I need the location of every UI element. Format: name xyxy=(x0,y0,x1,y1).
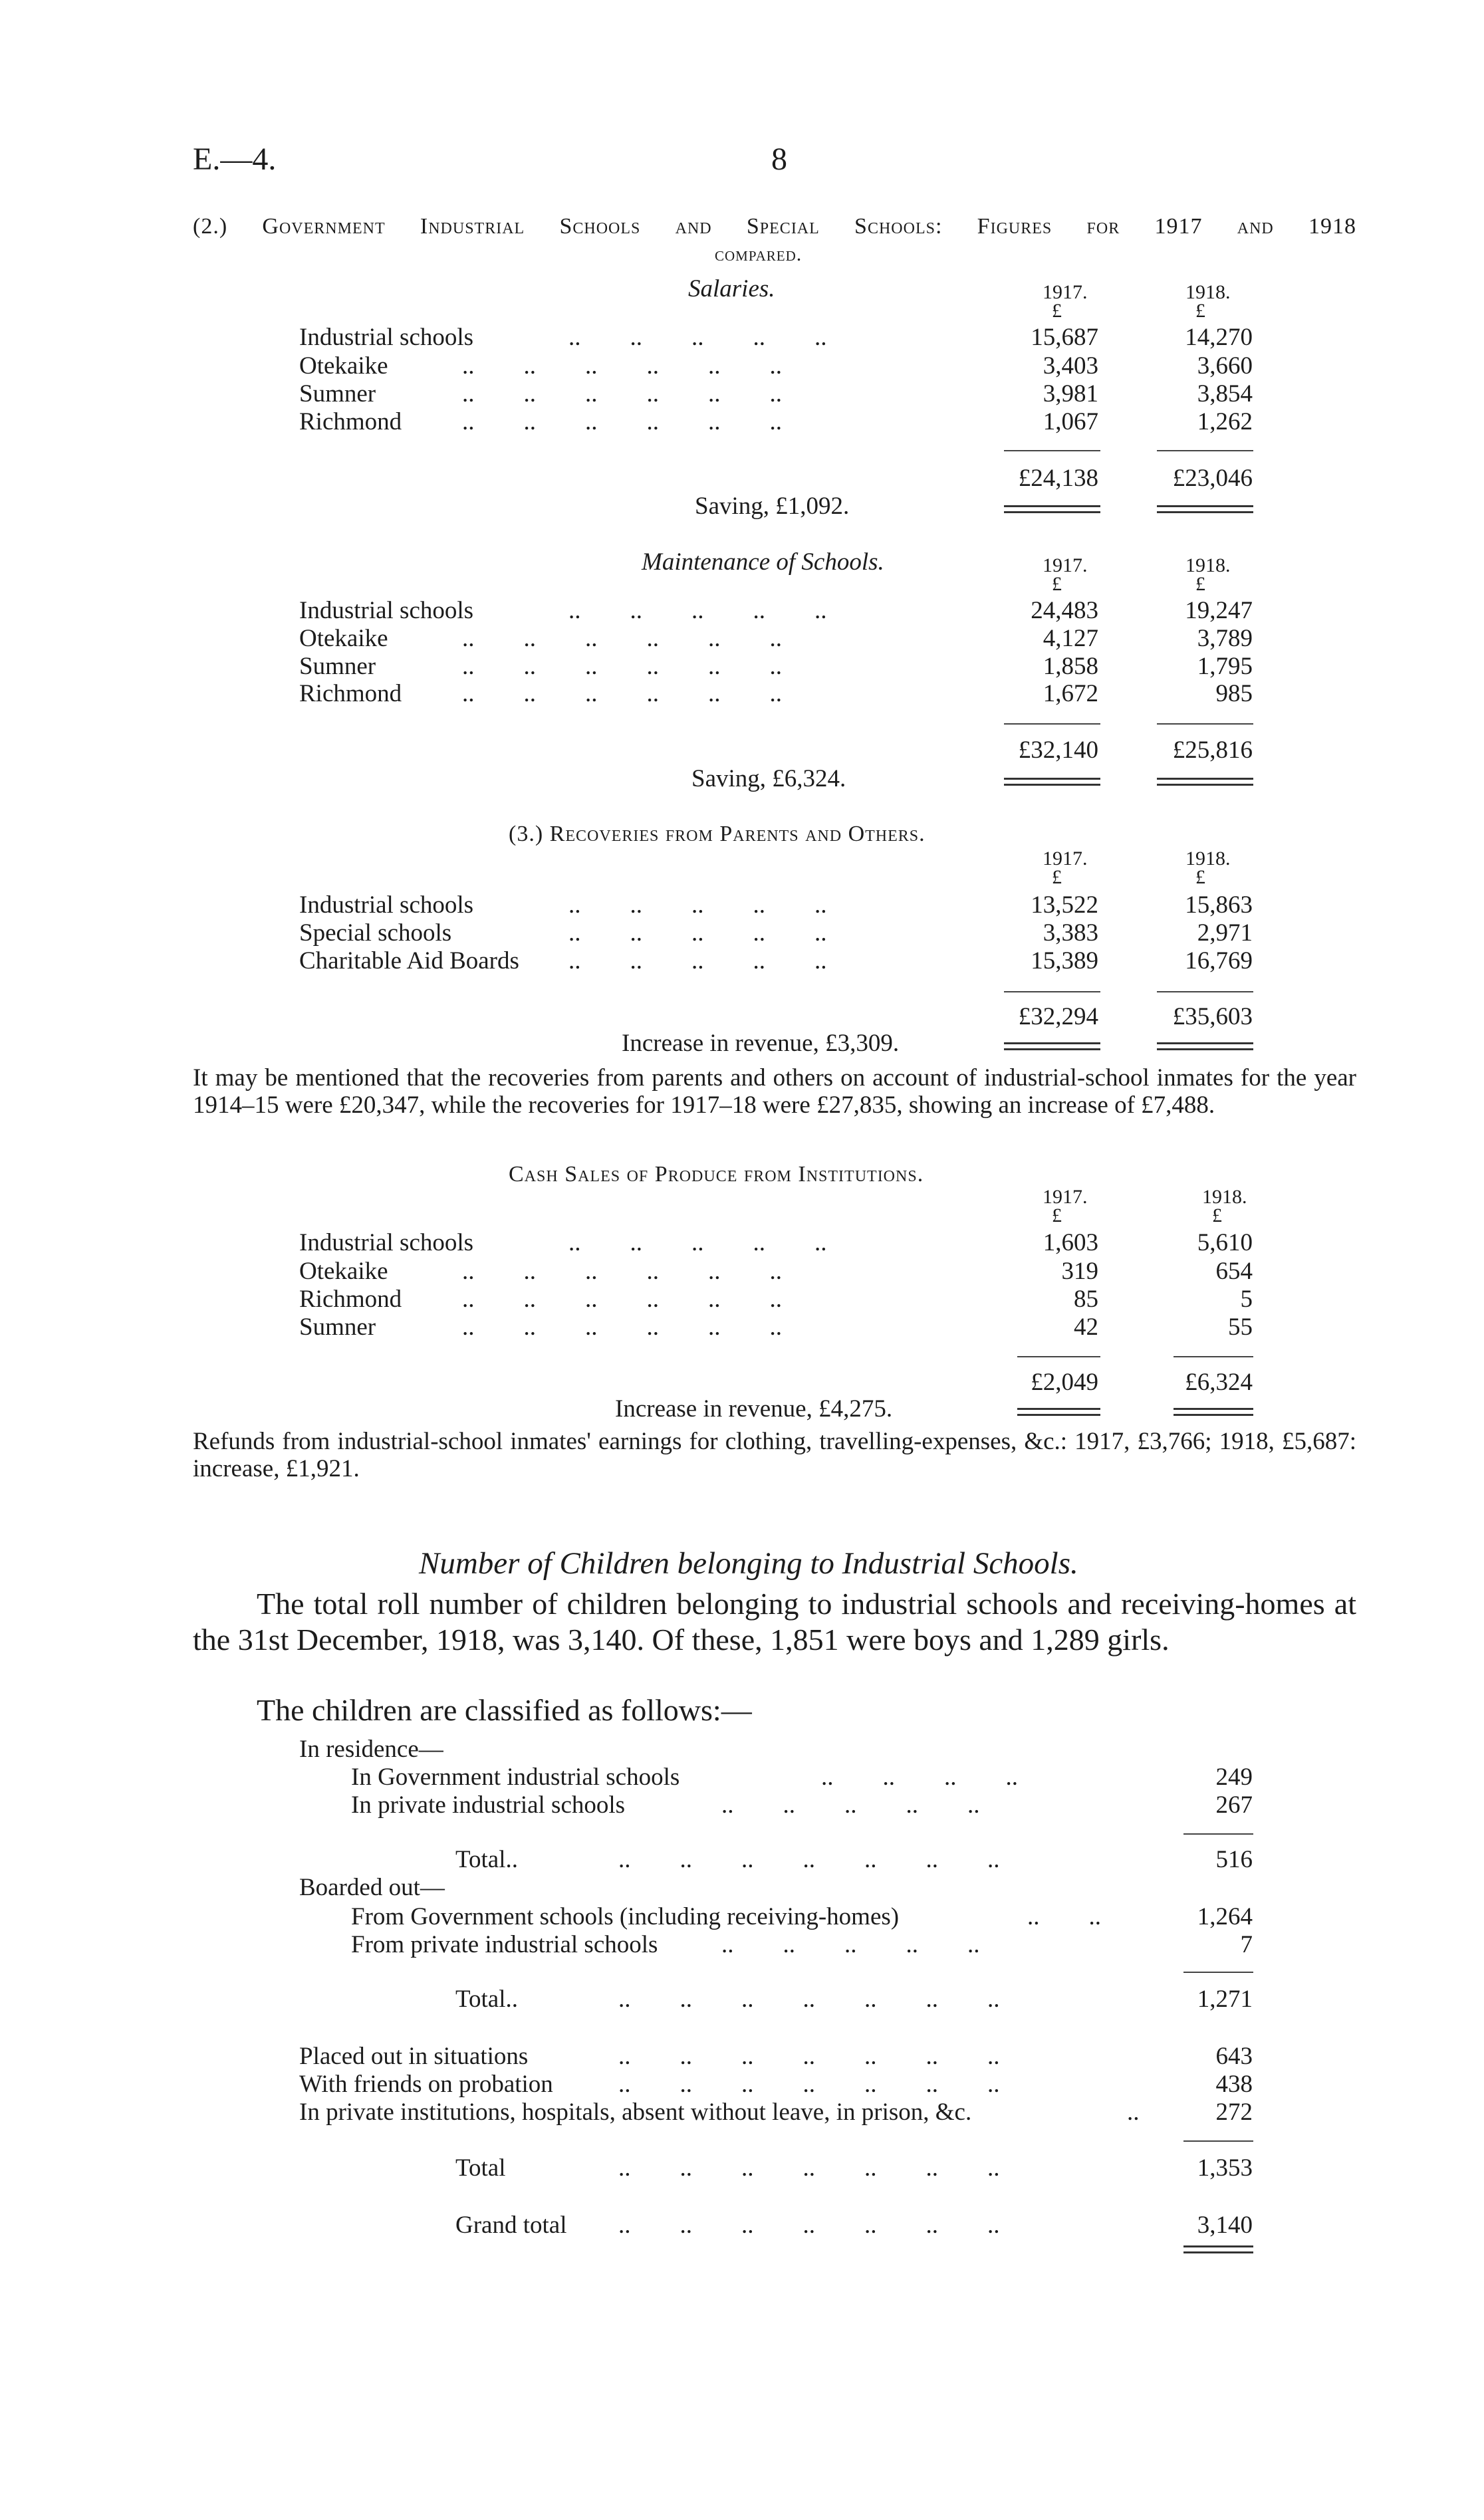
value-1917: 15,389 xyxy=(1031,947,1098,974)
section3-title: (3.) Recoveries from Parents and Others. xyxy=(509,822,926,846)
row-label: In private institutions, hospitals, absent without leave, in prison, &c. xyxy=(299,2099,972,2126)
salaries-year-1918: 1918. xyxy=(1185,281,1231,303)
row-label: Otekaike xyxy=(299,1258,388,1285)
row-label: Otekaike xyxy=(299,352,388,380)
total-1918: £6,324 xyxy=(1185,1369,1253,1396)
value-1917: 3,981 xyxy=(1043,380,1098,407)
salaries-saving: Saving, £1,092. xyxy=(695,493,850,520)
value-1917: 3,403 xyxy=(1043,352,1098,380)
value-1917: 42 xyxy=(1074,1314,1098,1341)
row-label: In Government industrial schools xyxy=(351,1764,680,1791)
maintenance-year-1917: 1917. xyxy=(1043,554,1088,576)
list-item: In Government industrial schools .. .. .. .. 249 xyxy=(351,1764,1253,1791)
cash-sales-title: Cash Sales of Produce from Institutions. xyxy=(509,1162,924,1187)
table-row: Richmond .. .. .. .. .. .. 85 5 xyxy=(299,1286,1253,1313)
double-rule xyxy=(1157,505,1253,513)
value-1917: 1,067 xyxy=(1043,408,1098,435)
page-number: 8 xyxy=(771,142,787,177)
table-row: Richmond .. .. .. .. .. .. 1,067 1,262 xyxy=(299,408,1253,435)
maintenance-unit-1918: £ xyxy=(1195,573,1205,595)
list-item: With friends on probation .. .. .. .. .. .. .. 438 xyxy=(299,2071,1253,2098)
double-rule xyxy=(1157,778,1253,786)
row-value: 1,264 xyxy=(1197,1903,1253,1930)
total-1918: £35,603 xyxy=(1172,1003,1253,1030)
value-1918: 5,610 xyxy=(1197,1229,1253,1256)
row-label: Total.. xyxy=(455,1846,518,1873)
value-1918: 19,247 xyxy=(1185,597,1253,624)
row-value: 249 xyxy=(1215,1764,1253,1791)
recoveries-paragraph: It may be mentioned that the recoveries from parents and others on account of industrial-school inmates for the year 1914–15 were £20,347, while the recoveries for 1917–18 were £27,835, showing an increase of £7,488. xyxy=(193,1064,1356,1119)
total-row: Total.. .. .. .. .. .. .. .. 1,271 xyxy=(455,1986,1253,2013)
refunds-paragraph: Refunds from industrial-school inmates' earnings for clothing, travelling-expenses, &c.: 1917, £3,766; 1918, £5,687: increase, £1,921. xyxy=(193,1428,1356,1482)
row-value: 267 xyxy=(1215,1791,1253,1819)
salaries-heading: Salaries. xyxy=(688,275,775,302)
value-1918: 985 xyxy=(1215,680,1253,707)
table-row: Sumner .. .. .. .. .. .. 42 55 xyxy=(299,1314,1253,1341)
table-row: Otekaike .. .. .. .. .. .. 4,127 3,789 xyxy=(299,625,1253,652)
double-rule xyxy=(1004,505,1100,513)
row-label: Otekaike xyxy=(299,625,388,652)
value-1918: 16,769 xyxy=(1185,947,1253,974)
total-1918: £25,816 xyxy=(1172,737,1253,764)
salaries-year-1917: 1917. xyxy=(1043,281,1088,303)
section3-unit-1917: £ xyxy=(1052,866,1062,888)
total-1917: £24,138 xyxy=(1018,465,1098,492)
row-value: 272 xyxy=(1215,2099,1253,2126)
value-1917: 4,127 xyxy=(1043,625,1098,652)
section3-year-1918: 1918. xyxy=(1185,848,1231,869)
table-row: Otekaike .. .. .. .. .. .. 319 654 xyxy=(299,1258,1253,1285)
rule xyxy=(1157,991,1253,992)
double-rule xyxy=(1183,2245,1253,2253)
row-value: 7 xyxy=(1240,1931,1253,1958)
row-value: 3,140 xyxy=(1197,2212,1253,2239)
cash-sales-year-1918: 1918. xyxy=(1202,1186,1247,1208)
row-value: 1,353 xyxy=(1197,2154,1253,2182)
cash-sales-increase: Increase in revenue, £4,275. xyxy=(615,1395,893,1423)
value-1918: 654 xyxy=(1215,1258,1253,1285)
value-1918: 1,262 xyxy=(1197,408,1253,435)
table-row: Sumner .. .. .. .. .. .. 1,858 1,795 xyxy=(299,653,1253,680)
table-row: Industrial schools .. .. .. .. .. 24,483 19,247 xyxy=(299,597,1253,624)
double-rule xyxy=(1004,1042,1100,1050)
row-label: From private industrial schools xyxy=(351,1931,658,1958)
value-1917: 1,672 xyxy=(1043,680,1098,707)
row-label: Total.. xyxy=(455,1986,518,2013)
value-1917: 3,383 xyxy=(1043,919,1098,947)
value-1918: 3,660 xyxy=(1197,352,1253,380)
section3-year-1917: 1917. xyxy=(1043,848,1088,869)
row-value: 516 xyxy=(1215,1846,1253,1873)
list-item: In private institutions, hospitals, absent without leave, in prison, &c. .. 272 xyxy=(299,2099,1253,2126)
value-1918: 1,795 xyxy=(1197,653,1253,680)
section2-title: (2.) Government Industrial Schools and Special Schools: Figures for 1917 and 1918 xyxy=(193,214,1356,239)
row-label: Richmond xyxy=(299,1286,402,1313)
total-1917: £2,049 xyxy=(1031,1369,1098,1396)
cash-sales-year-1917: 1917. xyxy=(1043,1186,1088,1208)
boarded-label: Boarded out— xyxy=(299,1874,445,1901)
row-label: From Government schools (including receiving-homes) xyxy=(351,1903,900,1930)
value-1918: 3,854 xyxy=(1197,380,1253,407)
report-code: E.—4. xyxy=(193,142,277,177)
total-row: Total.. .. .. .. .. .. .. .. 516 xyxy=(455,1846,1253,1873)
table-row: Industrial schools .. .. .. .. .. 15,687 14,270 xyxy=(299,324,1253,351)
row-label: In private industrial schools xyxy=(351,1791,626,1819)
table-row: Special schools .. .. .. .. .. 3,383 2,971 xyxy=(299,919,1253,947)
table-row: Richmond .. .. .. .. .. .. 1,672 985 xyxy=(299,680,1253,707)
cash-sales-unit-1917: £ xyxy=(1052,1204,1062,1226)
value-1918: 3,789 xyxy=(1197,625,1253,652)
total-row xyxy=(0,464,1484,493)
total-1917: £32,294 xyxy=(1018,1003,1098,1030)
total-row xyxy=(0,1002,1484,1032)
maintenance-heading: Maintenance of Schools. xyxy=(642,548,884,576)
row-label: Grand total xyxy=(455,2212,567,2239)
row-label: Industrial schools xyxy=(299,597,474,624)
salaries-unit-1918: £ xyxy=(1195,300,1205,322)
children-heading: Number of Children belonging to Industrial Schools. xyxy=(419,1546,1078,1581)
value-1917: 1,603 xyxy=(1043,1229,1098,1256)
row-label: Sumner xyxy=(299,1314,376,1341)
list-item: Placed out in situations .. .. .. .. .. .. .. 643 xyxy=(299,2043,1253,2070)
row-label: Richmond xyxy=(299,680,402,707)
table-row: Charitable Aid Boards .. .. .. .. .. 15,389 16,769 xyxy=(299,947,1253,974)
value-1917: 24,483 xyxy=(1031,597,1098,624)
maintenance-saving: Saving, £6,324. xyxy=(691,765,846,792)
total-row xyxy=(0,736,1484,765)
row-value: 438 xyxy=(1215,2071,1253,2098)
salaries-unit-1917: £ xyxy=(1052,300,1062,322)
section3-unit-1918: £ xyxy=(1195,866,1205,888)
value-1918: 55 xyxy=(1228,1314,1253,1341)
double-rule xyxy=(1157,1042,1253,1050)
row-label: Industrial schools xyxy=(299,891,474,919)
row-label: Total xyxy=(455,2154,506,2182)
row-label: Richmond xyxy=(299,408,402,435)
table-row: Otekaike .. .. .. .. .. .. 3,403 3,660 xyxy=(299,352,1253,380)
table-row: Industrial schools .. .. .. .. .. 13,522 15,863 xyxy=(299,891,1253,919)
grand-total-row: Grand total .. .. .. .. .. .. .. 3,140 xyxy=(455,2212,1253,2239)
total-1918: £23,046 xyxy=(1172,465,1253,492)
value-1917: 1,858 xyxy=(1043,653,1098,680)
row-label: Industrial schools xyxy=(299,1229,474,1256)
children-intro: The total roll number of children belonging to industrial schools and receiving-homes at the 31st December, 1918, was 3,140. Of these, 1,851 were boys and 1,289 girls. xyxy=(193,1587,1356,1657)
value-1917: 85 xyxy=(1074,1286,1098,1313)
rule xyxy=(1183,2140,1253,2142)
row-value: 1,271 xyxy=(1197,1986,1253,2013)
section2-title-line2: compared. xyxy=(715,243,803,265)
table-row: Industrial schools .. .. .. .. .. 1,603 5,610 xyxy=(299,1229,1253,1256)
rule xyxy=(1004,450,1100,451)
rule xyxy=(1183,1833,1253,1835)
rule xyxy=(1004,991,1100,992)
row-label: Special schools xyxy=(299,919,452,947)
row-label: Placed out in situations xyxy=(299,2043,529,2070)
list-item: From private industrial schools .. .. .. .. .. 7 xyxy=(351,1931,1253,1958)
value-1917: 319 xyxy=(1061,1258,1098,1285)
rule xyxy=(1174,1356,1253,1357)
total-1917: £32,140 xyxy=(1018,737,1098,764)
row-label: Sumner xyxy=(299,653,376,680)
double-rule xyxy=(1017,1408,1100,1416)
value-1918: 14,270 xyxy=(1185,324,1253,351)
total-row xyxy=(0,1368,1484,1397)
value-1917: 15,687 xyxy=(1031,324,1098,351)
row-label: Sumner xyxy=(299,380,376,407)
double-rule xyxy=(1174,1408,1253,1416)
table-row: Sumner .. .. .. .. .. .. 3,981 3,854 xyxy=(299,380,1253,407)
rule xyxy=(1157,450,1253,451)
double-rule xyxy=(1004,778,1100,786)
row-value: 643 xyxy=(1215,2043,1253,2070)
row-label: Industrial schools xyxy=(299,324,474,351)
rule xyxy=(1157,723,1253,725)
list-item: In private industrial schools .. .. .. .. .. 267 xyxy=(351,1791,1253,1819)
rule xyxy=(1183,1972,1253,1973)
rule xyxy=(1017,1356,1100,1357)
value-1918: 5 xyxy=(1240,1286,1253,1313)
maintenance-unit-1917: £ xyxy=(1052,573,1062,595)
value-1918: 2,971 xyxy=(1197,919,1253,947)
row-label: With friends on probation xyxy=(299,2071,553,2098)
cash-sales-unit-1918: £ xyxy=(1212,1204,1222,1226)
value-1918: 15,863 xyxy=(1185,891,1253,919)
rule xyxy=(1004,723,1100,725)
total-row: Total .. .. .. .. .. .. .. 1,353 xyxy=(455,2154,1253,2182)
row-label: Charitable Aid Boards xyxy=(299,947,519,974)
list-item: From Government schools (including receiving-homes) .. .. 1,264 xyxy=(351,1903,1253,1930)
maintenance-year-1918: 1918. xyxy=(1185,554,1231,576)
section3-increase: Increase in revenue, £3,309. xyxy=(622,1030,900,1057)
children-classified: The children are classified as follows:— xyxy=(257,1693,752,1727)
in-residence-label: In residence— xyxy=(299,1736,443,1763)
value-1917: 13,522 xyxy=(1031,891,1098,919)
